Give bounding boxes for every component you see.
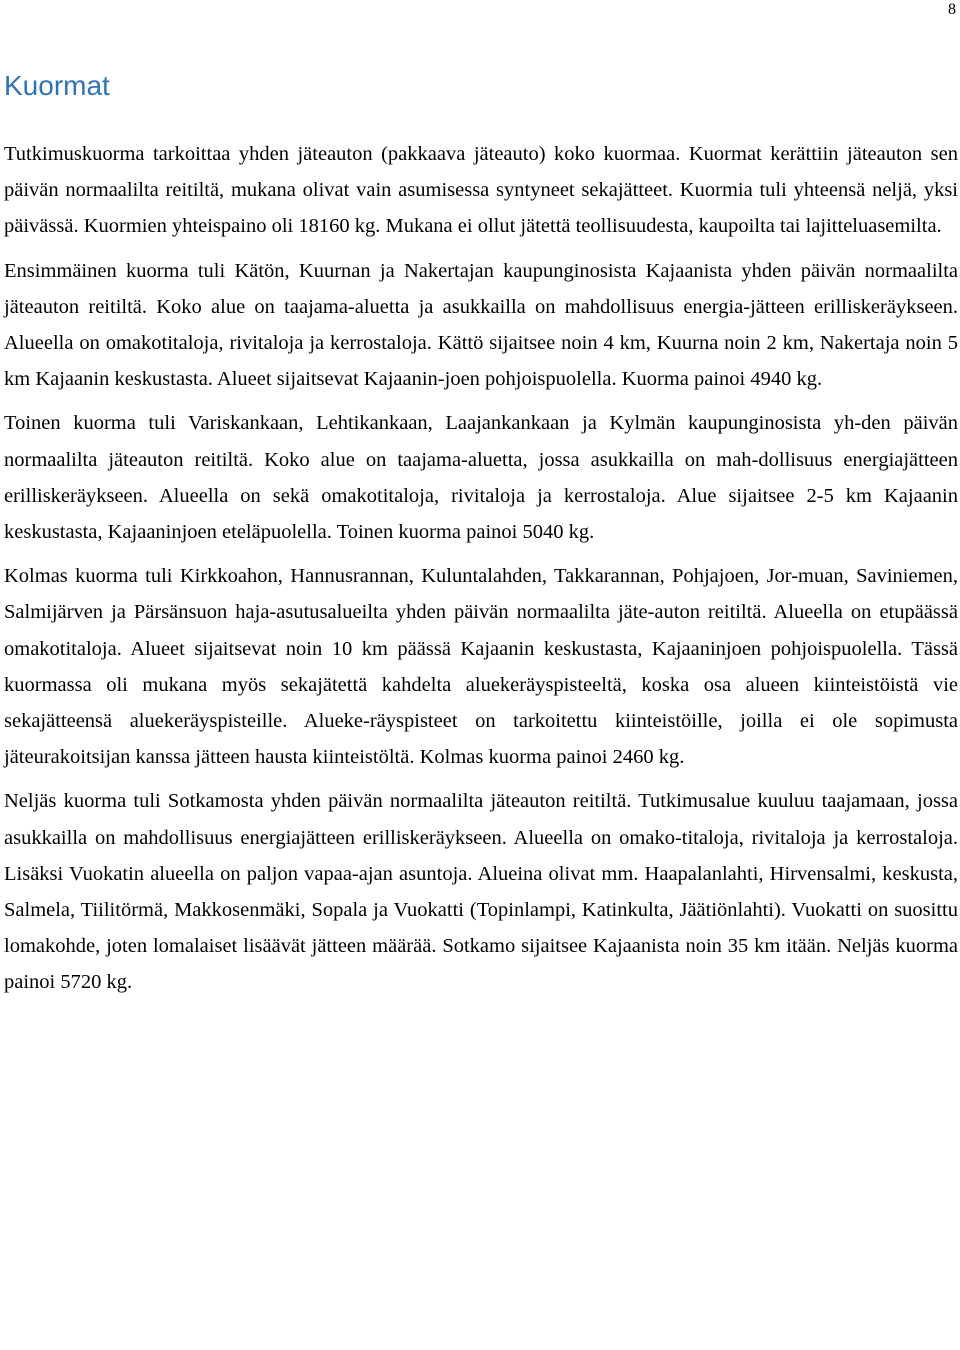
paragraph-intro: Tutkimuskuorma tarkoittaa yhden jäteauton (pakkaava jäteauto) koko kuormaa. Kuormat kerättiin jäteauton sen päivän normaalilta reitiltä, mukana olivat vain asumisessa syntyneet sekajätteet. Kuormia tuli yhteensä neljä, yksi päivässä. Kuormien yhteispaino oli 18160 kg. Mukana ei ollut jätettä teollisuudesta, kaupoilta tai lajitteluasemilta.	[4, 143, 958, 238]
paragraph-second-load: Toinen kuorma tuli Variskankaan, Lehtikankaan, Laajankankaan ja Kylmän kaupunginosista yh-den päivän normaalilta jäteauton reitiltä. Koko alue on taajama-aluetta, jossa asukkailla on mah-dollisuus energiajätteen erilliskeräykseen. Alueella on sekä omakotitaloja, rivitaloja ja kerrostaloja. Alue sijaitsee 2-5 km Kajaanin keskustasta, Kajaaninjoen eteläpuolella. Toinen kuorma painoi 5040 kg.	[4, 412, 958, 544]
section-heading: Kuormat	[4, 70, 110, 101]
paragraph-first-load: Ensimmäinen kuorma tuli Kätön, Kuurnan ja Nakertajan kaupunginosista Kajaanista yhden päivän normaalilta jäteauton reitiltä. Koko alue on taajama-aluetta ja asukkailla on mahdollisuus energia-jätteen erilliskeräykseen. Alueella on omakotitaloja, rivitaloja ja kerrostaloja. Kättö sijaitsee noin 4 km, Kuurna noin 2 km, Nakertaja noin 5 km Kajaanin keskustasta. Alueet sijaitsevat Kajaanin-joen pohjoispuolella. Kuorma painoi 4940 kg.	[4, 259, 958, 391]
page-number: 8	[948, 1, 956, 18]
paragraph-third-load: Kolmas kuorma tuli Kirkkoahon, Hannusrannan, Kuluntalahden, Takkarannan, Pohjajoen, Jor-muan, Saviniemen, Salmijärven ja Pärsänsuon haja-asutusalueilta yhden päivän normaalilta jäte-auton reitiltä. Alueella on etupäässä omakotitaloja. Alueet sijaitsevat noin 10 km päässä Kajaanin keskustasta, Kajaaninjoen pohjoispuolella. Tässä kuormassa oli mukana myös sekajätettä kahdelta aluekeräyspisteeltä, koska osa alueen kiinteistöistä vie sekajätteensä aluekeräyspisteille. Alueke-räyspisteet on tarkoitettu kiinteistöille, joilla ei ole sopimusta jäteurakoitsijan kanssa jätteen hausta kiinteistöltä. Kolmas kuorma painoi 2460 kg.	[4, 565, 958, 769]
paragraph-fourth-load: Neljäs kuorma tuli Sotkamosta yhden päivän normaalilta jäteauton reitiltä. Tutkimusalue kuuluu taajamaan, jossa asukkailla on mahdollisuus energiajätteen erilliskeräykseen. Alueella on omako-titaloja, rivitaloja ja kerrostaloja. Lisäksi Vuokatin alueella on paljon vapaa-ajan asuntoja. Alueina olivat mm. Haapalanlahti, Hirvensalmi, keskusta, Salmela, Tiilitörmä, Makkosenmäki, Sopala ja Vuokatti (Topinlampi, Katinkulta, Jäätiönlahti). Vuokatti on suosittu lomakohde, joten lomalaiset lisäävät jätteen määrää. Sotkamo sijaitsee Kajaanista noin 35 km itään. Neljäs kuorma painoi 5720 kg.	[4, 790, 958, 994]
body-text	[4, 136, 958, 1009]
